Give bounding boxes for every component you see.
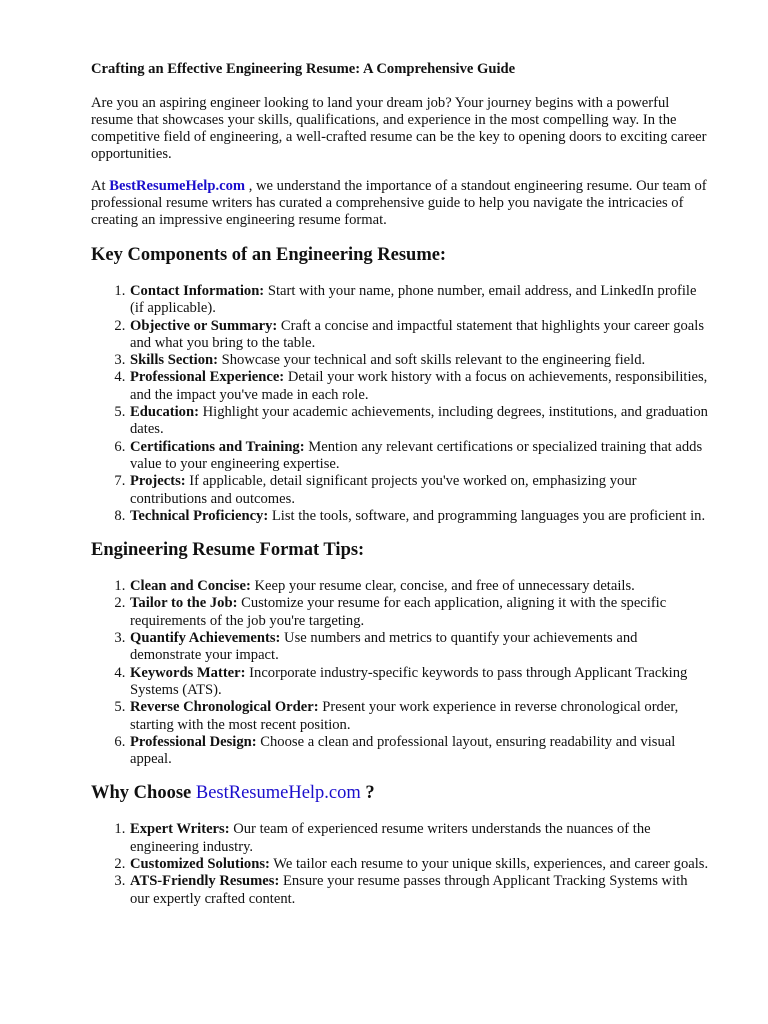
- list-item-term: Professional Design:: [130, 733, 257, 750]
- list-item-desc: We tailor each resume to your unique skills, experiences, and career goals.: [273, 856, 709, 873]
- list-item: [129, 821, 710, 856]
- list-item-desc: List the tools, software, and programming languages you are proficient in.: [271, 507, 706, 524]
- list-item-term: Keywords Matter:: [130, 664, 246, 681]
- list-item: [129, 595, 710, 630]
- list-item-term: Contact Information:: [130, 283, 265, 299]
- list-item-desc: Start with your name, phone number, email address, and LinkedIn profile (if applicable).: [130, 283, 697, 317]
- list-item-desc: If applicable, detail significant projects you've worked on, emphasizing your contributions and outcomes.: [130, 473, 637, 507]
- list-item-desc: Customize your resume for each application, aligning it with the specific requirements of the job you're targeting.: [130, 595, 667, 629]
- list-item: [129, 856, 710, 873]
- list-item-desc: Craft a concise and impactful statement that highlights your career goals and what you bring to the table.: [130, 317, 704, 351]
- list-item-term: Certifications and Training:: [130, 438, 305, 455]
- list-item: [129, 734, 710, 769]
- why-heading-suffix: ?: [365, 783, 375, 804]
- list-item: [129, 283, 710, 318]
- list-item-desc: Keep your resume clear, concise, and free of unnecessary details.: [254, 578, 635, 595]
- list-item-term: Technical Proficiency:: [130, 507, 269, 524]
- list-item-term: Objective or Summary:: [130, 317, 278, 334]
- list-item: [129, 665, 710, 700]
- list-item-desc: Ensure your resume passes through Applicant Tracking Systems with our expertly crafted content.: [130, 873, 688, 907]
- list-item: [129, 473, 710, 508]
- bestresumehelp-link[interactable]: BestResumeHelp.com: [109, 178, 246, 194]
- why-bestresumehelp-link[interactable]: BestResumeHelp.com: [195, 783, 361, 804]
- list-item: [129, 873, 710, 908]
- list-item-term: Customized Solutions:: [130, 856, 270, 873]
- document-title: Crafting an Effective Engineering Resume: A Comprehensive Guide: [91, 61, 516, 77]
- list-item: [129, 508, 710, 525]
- list-item: [129, 699, 710, 734]
- list-item-term: Expert Writers:: [130, 821, 230, 838]
- list-item-desc: Detail your work history with a focus on achievements, responsibilities, and the impact you've made in each role.: [130, 369, 708, 403]
- list-item: [129, 404, 710, 439]
- list-item-term: Clean and Concise:: [130, 578, 251, 595]
- intro-paragraph: Are you an aspiring engineer looking to land your dream job? Your journey begins with a powerful resume that showcases your skills, qualifications, and experience in the most compelling way. In the competitive field of engineering, a well-crafted resume can be the key to opening doors to exciting career opportunities.: [91, 95, 707, 162]
- components-list: [91, 283, 710, 525]
- list-item-term: Tailor to the Job:: [130, 595, 238, 612]
- list-item-desc: Present your work experience in reverse chronological order, starting with the most recent position.: [130, 699, 679, 733]
- list-item-term: ATS-Friendly Resumes:: [130, 873, 280, 890]
- list-item-desc: Choose a clean and professional layout, ensuring readability and visual appeal.: [130, 733, 676, 768]
- list-item: [129, 369, 710, 404]
- why-heading: [91, 782, 710, 804]
- list-item-term: Education:: [130, 404, 199, 421]
- list-item-term: Projects:: [130, 473, 186, 490]
- list-item-term: Skills Section:: [130, 352, 218, 369]
- list-item-term: Professional Experience:: [130, 369, 285, 386]
- list-item-desc: Showcase your technical and soft skills relevant to the engineering field.: [221, 352, 646, 369]
- list-item: [129, 578, 710, 595]
- components-heading: Key Components of an Engineering Resume:: [91, 245, 447, 265]
- list-item-term: Quantify Achievements:: [130, 630, 281, 647]
- list-item-term: Reverse Chronological Order:: [130, 699, 319, 716]
- tips-list: [91, 578, 710, 768]
- list-item-desc: Mention any relevant certifications or specialized training that adds value to your engineering expertise.: [130, 438, 703, 472]
- list-item: [129, 352, 710, 369]
- about-paragraph: [91, 178, 710, 229]
- tips-heading: Engineering Resume Format Tips:: [91, 540, 365, 561]
- why-heading-prefix: Why Choose: [91, 783, 192, 804]
- list-item-desc: Incorporate industry-specific keywords to pass through Applicant Tracking Systems (ATS).: [130, 664, 688, 698]
- why-list: [91, 821, 710, 907]
- list-item: [129, 630, 710, 665]
- list-item-desc: Highlight your academic achievements, including degrees, institutions, and graduation dates.: [130, 404, 708, 438]
- about-prefix: At: [91, 178, 106, 194]
- about-suffix: , we understand the importance of a standout engineering resume. Our team of professional resume writers has curated a comprehensive guide to help you navigate the intricacies of creating an impressive engineering resume format.: [91, 178, 707, 228]
- list-item: [129, 318, 710, 353]
- list-item-desc: Use numbers and metrics to quantify your achievements and demonstrate your impact.: [130, 630, 638, 664]
- list-item: [129, 439, 710, 474]
- list-item-desc: Our team of experienced resume writers understands the nuances of the engineering industry.: [130, 821, 651, 855]
